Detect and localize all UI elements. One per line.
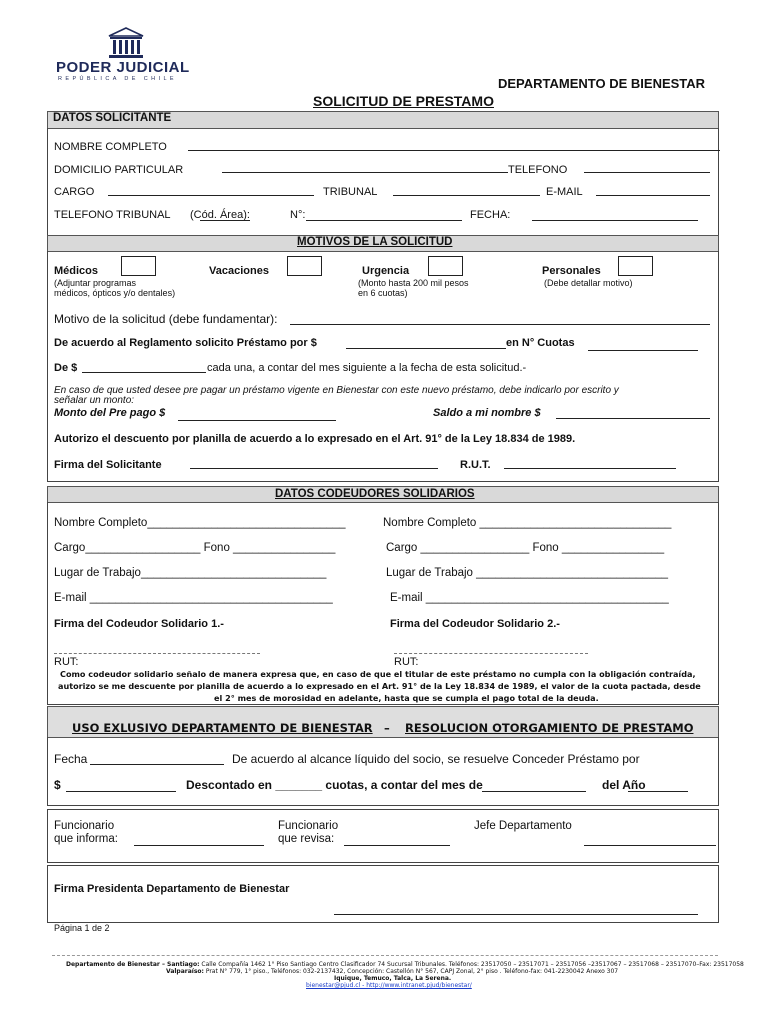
- resolucion-alcance-text: De acuerdo al alcance líquido del socio, se resuelve Conceder Préstamo por: [232, 752, 640, 766]
- resolucion-peso-label: $: [54, 778, 61, 792]
- prepago-note-1: En caso de que usted desee pre pagar un préstamo vigente en Bienestar con este nuevo préstamo, debe indicarlo por escrito y: [54, 385, 619, 396]
- cargo-label: CARGO: [54, 186, 95, 198]
- cod-area-field[interactable]: [200, 220, 250, 221]
- codeudor2-rut: RUT:: [394, 656, 419, 668]
- medicos-note-1: (Adjuntar programas: [54, 278, 137, 288]
- nombre-field[interactable]: [188, 150, 720, 151]
- codeudor2-firma-field[interactable]: [394, 653, 588, 654]
- footer-contact-link[interactable]: bienestar@pjud.cl - http://www.intranet.pjud/bienestar/: [306, 982, 472, 989]
- firma-solicitante-label: Firma del Solicitante: [54, 459, 162, 471]
- codeudor2-nombre[interactable]: Nombre Completo ______________________________: [383, 517, 672, 529]
- resolucion-monto-field[interactable]: [66, 791, 176, 792]
- org-name: PODER JUDICIAL: [56, 59, 190, 76]
- vacaciones-label: Vacaciones: [209, 265, 269, 277]
- email-label: E-MAIL: [546, 186, 583, 198]
- cuotas-field[interactable]: [588, 350, 698, 351]
- page-title: SOLICITUD DE PRESTAMO: [313, 93, 494, 109]
- funcionario-informa-label-1: Funcionario: [54, 820, 115, 832]
- resolucion-mes-field[interactable]: [482, 791, 586, 792]
- resolucion-descontado-text: Descontado en _______ cuotas, a contar del mes de: [186, 778, 483, 792]
- autorizo-text: Autorizo el descuento por planilla de acuerdo a lo expresado en el Art. 91° de la Ley 18.834 de 1989.: [54, 433, 576, 445]
- section-title-codeudores: DATOS CODEUDORES SOLIDARIOS: [275, 488, 475, 500]
- jefe-departamento-field[interactable]: [584, 845, 716, 846]
- monto-prepago-field[interactable]: [178, 420, 336, 421]
- org-subtitle: REPÚBLICA DE CHILE: [58, 76, 177, 82]
- rut-label: R.U.T.: [460, 459, 491, 471]
- section-title-motivos: MOTIVOS DE LA SOLICITUD: [297, 236, 453, 248]
- resolucion-fecha-field[interactable]: [90, 764, 224, 765]
- funcionario-revisa-field[interactable]: [344, 845, 450, 846]
- codeudor2-lugar[interactable]: Lugar de Trabajo ______________________________: [386, 567, 669, 579]
- section-title-resolucion: RESOLUCION OTORGAMIENTO DE PRESTAMO: [405, 721, 694, 735]
- codeudor1-firma-label: Firma del Codeudor Solidario 1.-: [54, 618, 224, 630]
- tribunal-label: TRIBUNAL: [323, 186, 378, 198]
- codeudor-note-1: Como codeudor solidario señalo de manera expresa que, en caso de que el titular de este préstamo no cumpla con la obligación contraída,: [60, 669, 696, 679]
- footer-line-2-text: Prat N° 779, 1° piso., Teléfonos: 032-2137432, Concepción: Castellón N° 567, CAPJ Zonal, 2° piso . Teléfono-fax: 041-2230042 Anexo 307: [203, 968, 619, 975]
- firma-solicitante-field[interactable]: [190, 468, 438, 469]
- medicos-label: Médicos: [54, 265, 99, 277]
- en-cuotas-label: en N° Cuotas: [506, 337, 575, 349]
- motivo-fundamentar-label: Motivo de la solicitud (debe fundamentar):: [54, 312, 278, 326]
- resolucion-ano-field[interactable]: [628, 791, 688, 792]
- codeudor1-firma-field[interactable]: [54, 653, 260, 654]
- jefe-departamento-label: Jefe Departamento: [474, 820, 572, 832]
- personales-label: Personales: [542, 265, 601, 277]
- section-title-dash: –: [384, 721, 390, 735]
- resolucion-fecha-label: Fecha: [54, 752, 88, 766]
- codeudor-note-3: el 2° mes de morosidad en adelante, hasta que se cumpla el pago total de la deuda.: [214, 693, 599, 703]
- telefono-field[interactable]: [584, 172, 710, 173]
- funcionario-informa-field[interactable]: [134, 845, 264, 846]
- footer-line-1-text: Calle Compañía 1462 1° Piso Santiago Centro Clasificador 74 Sucursal Tribunales. Teléfonos: 23517050 – 23517071 – 23517056 –23517067 – 23517068 – 23517070–Fax: 23517058: [199, 961, 744, 968]
- monto-prepago-label: Monto del Pre pago $: [54, 407, 166, 419]
- medicos-note-2: médicos, ópticos y/o dentales): [54, 288, 176, 298]
- de-label: De $: [54, 362, 78, 374]
- courthouse-icon: [106, 26, 146, 60]
- funcionarios-section: [47, 809, 719, 863]
- footer-line-1-bold: Departamento de Bienestar – Santiago:: [66, 961, 200, 968]
- fecha-label: FECHA:: [470, 209, 511, 221]
- reglamento-label: De acuerdo al Reglamento solicito Préstamo por $: [54, 337, 317, 349]
- tribunal-field[interactable]: [393, 195, 540, 196]
- domicilio-label: DOMICILIO PARTICULAR: [54, 164, 184, 176]
- domicilio-field[interactable]: [222, 172, 508, 173]
- poder-judicial-logo: [56, 26, 196, 84]
- urgencia-note-1: (Monto hasta 200 mil pesos: [358, 278, 469, 288]
- cod-area-label: (Cód. Área):: [190, 209, 250, 221]
- urgencia-note-2: en 6 cuotas): [358, 288, 408, 298]
- cargo-field[interactable]: [108, 195, 314, 196]
- fecha-field[interactable]: [532, 220, 698, 221]
- funcionario-revisa-label-1: Funcionario: [278, 820, 339, 832]
- resolucion-ano-label: del Año: [602, 778, 646, 792]
- urgencia-checkbox[interactable]: [428, 256, 463, 276]
- firma-presidenta-field[interactable]: [334, 914, 698, 915]
- telefono-label: TELEFONO: [508, 164, 568, 176]
- section-title-uso-exclusivo: USO EXLUSIVO DEPARTAMENTO DE BIENESTAR: [72, 721, 373, 735]
- codeudor2-email[interactable]: E-mail ______________________________________: [390, 592, 669, 604]
- page-number: Página 1 de 2: [54, 923, 110, 933]
- codeudor1-lugar[interactable]: Lugar de Trabajo_____________________________: [54, 567, 327, 579]
- codeudor-note-2: autorizo se me descuente por planilla de acuerdo a lo expresado en el Art. 91° de la Ley 18.834 de 1989, el valor de la cuota pactada, desde: [58, 681, 701, 691]
- nombre-label: NOMBRE COMPLETO: [54, 141, 167, 153]
- footer-line-3: Iquique, Temuco, Talca, La Serena.: [334, 975, 452, 982]
- codeudor1-cargo-fono[interactable]: Cargo__________________ Fono ________________: [54, 542, 336, 554]
- numero-label: N°:: [290, 209, 306, 221]
- department-heading: DEPARTAMENTO DE BIENESTAR: [498, 76, 706, 91]
- funcionario-informa-label-2: que informa:: [54, 833, 118, 845]
- medicos-checkbox[interactable]: [121, 256, 156, 276]
- numero-field[interactable]: [306, 220, 462, 221]
- cada-una-label: cada una, a contar del mes siguiente a la fecha de esta solicitud.-: [207, 362, 527, 374]
- motivo-fundamentar-field[interactable]: [290, 324, 710, 325]
- monto-prestamo-field[interactable]: [346, 348, 506, 349]
- personales-note: (Debe detallar motivo): [544, 278, 633, 288]
- codeudor1-nombre[interactable]: Nombre Completo_______________________________: [54, 517, 346, 529]
- personales-checkbox[interactable]: [618, 256, 653, 276]
- rut-field[interactable]: [504, 468, 676, 469]
- saldo-field[interactable]: [556, 418, 710, 419]
- urgencia-label: Urgencia: [362, 265, 410, 277]
- codeudor1-rut: RUT:: [54, 656, 79, 668]
- firma-presidenta-label: Firma Presidenta Departamento de Bienestar: [54, 883, 290, 895]
- prepago-note-2: señalar un monto:: [54, 395, 135, 406]
- vacaciones-checkbox[interactable]: [287, 256, 322, 276]
- footer-divider: [52, 955, 718, 956]
- email-field[interactable]: [596, 195, 710, 196]
- telefono-tribunal-label: TELEFONO TRIBUNAL: [54, 209, 171, 221]
- codeudor2-firma-label: Firma del Codeudor Solidario 2.-: [390, 618, 560, 630]
- funcionario-revisa-label-2: que revisa:: [278, 833, 335, 845]
- footer-line-2-bold: Valparaíso:: [166, 968, 204, 975]
- section-title-datos-solicitante: DATOS SOLICITANTE: [53, 112, 172, 124]
- saldo-label: Saldo a mi nombre $: [433, 407, 541, 419]
- valor-cuota-field[interactable]: [82, 372, 206, 373]
- codeudor2-cargo-fono[interactable]: Cargo _________________ Fono ________________: [386, 542, 665, 554]
- codeudor1-email[interactable]: E-mail ______________________________________: [54, 592, 333, 604]
- resolucion-section: [47, 737, 719, 806]
